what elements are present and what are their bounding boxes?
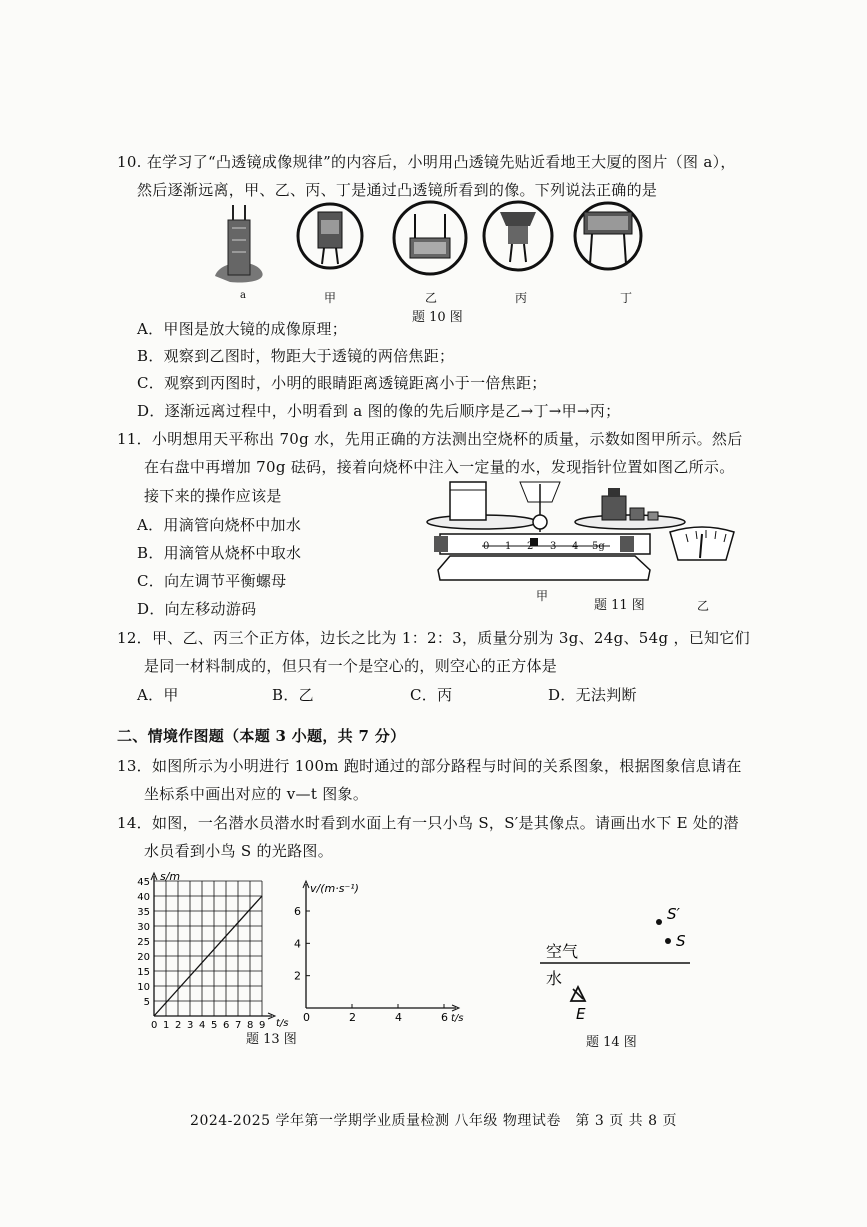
st-y-tick-label: 30 bbox=[137, 922, 150, 933]
label-yi: 乙 bbox=[425, 291, 438, 305]
vt-x-tick-label: 2 bbox=[349, 1011, 356, 1024]
s-t-gridlines bbox=[154, 881, 262, 1016]
st-x-tick-label: 2 bbox=[175, 1020, 182, 1028]
scale-tick-2: 2 bbox=[527, 541, 534, 552]
scale-tick-5: 5g bbox=[592, 541, 605, 552]
image-yi-circle bbox=[394, 202, 466, 274]
t-axis-label-vt: t/s bbox=[451, 1013, 464, 1024]
q14-stem-line1: 14．如图，一名潜水员潜水时看到水面上有一只小鸟 S，S′是其像点。请画出水下 E 处的潜 bbox=[117, 814, 739, 832]
label-E: E bbox=[576, 1005, 586, 1023]
point-S-prime bbox=[656, 919, 662, 925]
label-a: a bbox=[240, 290, 246, 301]
v-axis-label: v/(m·s⁻¹) bbox=[310, 882, 359, 895]
label-water: 水 bbox=[546, 969, 563, 988]
st-x-tick-label: 5 bbox=[211, 1020, 218, 1028]
image-ding-circle bbox=[575, 203, 641, 269]
label-air: 空气 bbox=[546, 942, 579, 961]
st-y-tick-label: 10 bbox=[137, 982, 150, 993]
image-jia-circle bbox=[298, 204, 362, 268]
label-S: S bbox=[676, 932, 686, 950]
label-ding: 丁 bbox=[620, 291, 633, 305]
st-x-tick-label: 6 bbox=[223, 1020, 230, 1028]
q11-balance-figure bbox=[420, 470, 740, 590]
q10-option-d: D．逐渐远离过程中，小明看到 a 图的像的先后顺序是乙→丁→甲→丙； bbox=[137, 402, 621, 420]
label-S-prime: S′ bbox=[667, 905, 680, 923]
t-axis-label-st: t/s bbox=[276, 1018, 289, 1028]
q10-option-a: A．甲图是放大镜的成像原理； bbox=[137, 320, 348, 338]
q12-stem-line2: 是同一材料制成的，但只有一个是空心的，则空心的正方体是 bbox=[144, 657, 558, 675]
q10-option-b: B．观察到乙图时，物距大于透镜的两倍焦距； bbox=[137, 347, 455, 365]
v-t-graph bbox=[290, 878, 470, 1026]
q11-label-yi: 乙 bbox=[697, 599, 710, 613]
q11-option-d: D．向左移动游码 bbox=[137, 600, 257, 618]
st-x-tick-label: 9 bbox=[259, 1020, 266, 1028]
q12-option-a: A．甲 bbox=[137, 686, 179, 704]
st-y-tick-label: 40 bbox=[137, 892, 150, 903]
q11-stem-line1: 11．小明想用天平称出 70g 水，先用正确的方法测出空烧杯的质量，示数如图甲所示。然后 bbox=[117, 430, 743, 448]
s-axis-label: s/m bbox=[160, 870, 181, 883]
st-y-tick-label: 20 bbox=[137, 952, 150, 963]
st-y-tick-label: 45 bbox=[137, 877, 150, 888]
scale-tick-3: 3 bbox=[550, 541, 557, 552]
q11-label-jia: 甲 bbox=[536, 589, 549, 603]
vt-x-tick-label: 6 bbox=[441, 1011, 448, 1024]
q11-option-a: A．用滴管向烧杯中加水 bbox=[137, 516, 302, 534]
scale-tick-0: 0 bbox=[483, 541, 490, 552]
q13-stem-line1: 13．如图所示为小明进行 100m 跑时通过的部分路程与时间的关系图象，根据图象信息请在 bbox=[117, 757, 742, 775]
st-y-tick-label: 15 bbox=[137, 967, 150, 978]
label-jia: 甲 bbox=[324, 291, 337, 305]
q10-figure-caption: 题 10 图 bbox=[412, 310, 463, 325]
q12-stem-line1: 12．甲、乙、丙三个正方体，边长之比为 1：2：3，质量分别为 3g、24g、54g ，已知它们 bbox=[117, 629, 750, 647]
st-x-tick-label: 8 bbox=[247, 1020, 254, 1028]
vt-y-tick-label: 2 bbox=[294, 969, 301, 983]
vt-y-tick-label: 4 bbox=[294, 937, 301, 951]
q11-figure-caption: 题 11 图 bbox=[594, 598, 645, 613]
q11-option-c: C．向左调节平衡螺母 bbox=[137, 572, 287, 590]
s-t-graph bbox=[130, 868, 290, 1028]
q10-option-c: C．观察到丙图时，小明的眼睛距离透镜距离小于一倍焦距； bbox=[137, 374, 547, 392]
s-t-tick-labels bbox=[137, 877, 265, 1028]
st-x-tick-label: 4 bbox=[199, 1020, 206, 1028]
diver-eye-icon bbox=[571, 987, 585, 1001]
q12-option-d: D．无法判断 bbox=[548, 686, 637, 704]
q12-option-c: C．丙 bbox=[410, 686, 453, 704]
st-x-tick-label: 7 bbox=[235, 1020, 242, 1028]
st-y-tick-label: 25 bbox=[137, 937, 150, 948]
pointer-panel-yi bbox=[670, 527, 734, 560]
building-a-image bbox=[215, 205, 263, 283]
q13-figure-caption: 题 13 图 bbox=[246, 1032, 297, 1047]
vt-x-tick-label: 4 bbox=[395, 1011, 402, 1024]
v-t-tick-labels bbox=[294, 905, 448, 1024]
image-bing-circle bbox=[484, 202, 552, 270]
q14-stem-line2: 水员看到小鸟 S 的光路图。 bbox=[144, 842, 334, 860]
q11-stem-line3: 接下来的操作应该是 bbox=[144, 487, 282, 505]
st-y-tick-label: 5 bbox=[143, 997, 150, 1008]
page-footer: 2024-2025 学年第一学期学业质量检测 八年级 物理试卷 第 3 页 共 8 页 bbox=[190, 1113, 677, 1129]
st-x-tick-label: 3 bbox=[187, 1020, 194, 1028]
section2-title: 二、情境作图题（本题 3 小题，共 7 分） bbox=[117, 727, 406, 745]
q11-stem-line2: 在右盘中再增加 70g 砝码，接着向烧杯中注入一定量的水，发现指针位置如图乙所示。 bbox=[144, 458, 735, 476]
q11-option-b: B．用滴管从烧杯中取水 bbox=[137, 544, 302, 562]
vt-y-tick-label: 6 bbox=[294, 905, 301, 918]
vt-x-tick-label: 0 bbox=[303, 1011, 310, 1024]
q10-stem-line2: 然后逐渐远离，甲、乙、丙、丁是通过凸透镜所看到的像。下列说法正确的是 bbox=[137, 181, 658, 199]
q13-stem-line2: 坐标系中画出对应的 v—t 图象。 bbox=[144, 785, 369, 803]
point-S bbox=[665, 938, 671, 944]
q12-option-b: B．乙 bbox=[272, 686, 314, 704]
label-bing: 丙 bbox=[515, 291, 528, 305]
q10-stem-line1: 10. 在学习了“凸透镜成像规律”的内容后，小明用凸透镜先贴近看地王大厦的图片（图 a）， bbox=[117, 153, 736, 171]
scale-tick-1: 1 bbox=[505, 541, 512, 552]
st-x-tick-label: 1 bbox=[163, 1020, 170, 1028]
st-y-tick-label: 35 bbox=[137, 907, 150, 918]
scale-tick-4: 4 bbox=[572, 541, 579, 552]
q14-figure-caption: 题 14 图 bbox=[586, 1035, 637, 1050]
st-x-tick-label: 0 bbox=[151, 1020, 158, 1028]
q14-refraction-figure bbox=[530, 895, 700, 1030]
